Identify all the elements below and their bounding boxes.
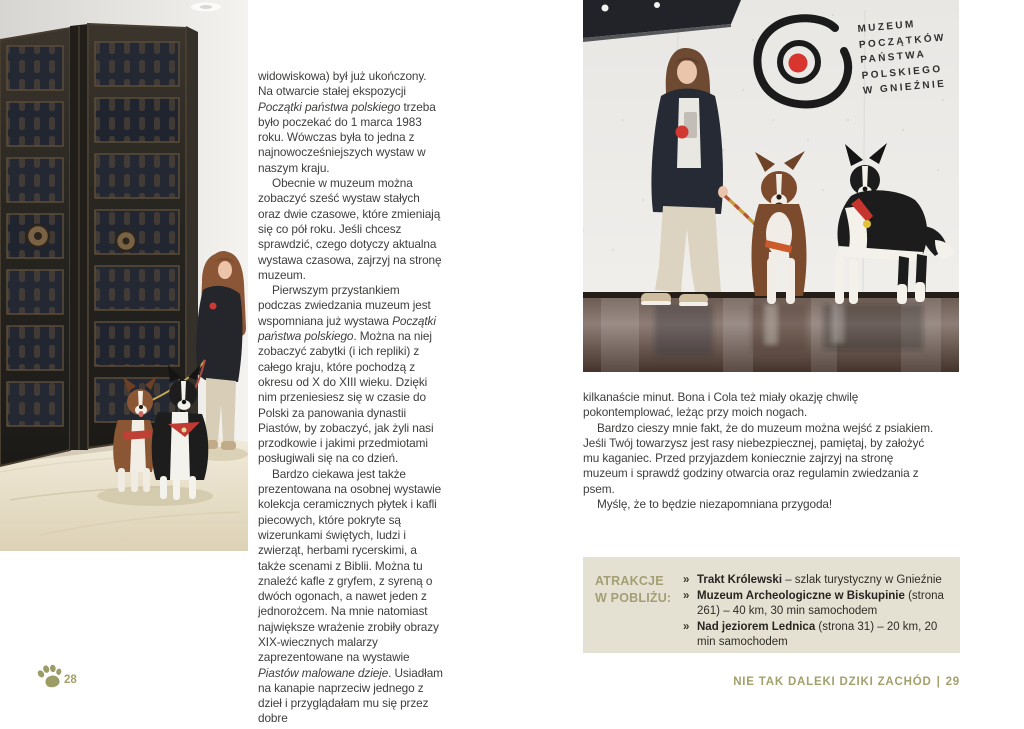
bullet-chevron: » (683, 620, 690, 633)
paragraph: Myślę, że to będzie niezapomniana przygoda! (597, 497, 833, 512)
attraction-text: Nad jeziorem Lednica (strona 31) – 20 km, 20 min samochodem (697, 620, 938, 648)
bullet-chevron: » (683, 589, 690, 602)
gniezno-doors-photo (0, 0, 248, 551)
running-footer-right (583, 676, 960, 688)
attraction-text: Muzeum Archeologiczne w Biskupinie (strona 261) – 40 km, 30 min samochodem (697, 589, 944, 617)
article-column-left-page (258, 69, 444, 727)
floor-reflections (655, 304, 923, 356)
article-column-right-page (583, 390, 935, 512)
logo-wordmark-line: PAŃSTWA (859, 49, 927, 67)
logo-red-dot (789, 54, 808, 73)
chapter-title: NIE TAK DALEKI DZIKI ZACHÓD (733, 676, 932, 688)
bronze-doors (0, 24, 198, 466)
attractions-label-line: W POBLIŻU: (595, 590, 672, 605)
dog-tag (863, 220, 871, 228)
museum-logo-wordmark (857, 12, 959, 100)
paragraph: Bardzo cieszy mnie fakt, że do muzeum można wejść z psiakiem. Jeśli Twój towarzysz jest rasy niebezpiecznej, pamiętaj, by założyć mu kaganiec. Przed przyjazdem koniecznie zajrzyj na stronę muzeum i sprawdź godziny otwarcia oraz regulamin zwiedzania z psem. (583, 420, 934, 496)
logo-wordmark-line: MUZEUM (857, 18, 917, 35)
attraction-item (683, 589, 948, 620)
attractions-label (595, 573, 683, 653)
logo-wordmark-line: POLSKIEGO (861, 63, 943, 82)
logo-wordmark-line: W GNIEŹNIE (862, 78, 947, 98)
page-number-left: 28 (64, 674, 77, 686)
attraction-text: Trakt Królewski – szlak turystyczny w Gnieźnie (697, 574, 942, 586)
attractions-nearby-box (583, 557, 960, 653)
paragraph: Bardzo ciekawa jest także prezentowana na osobnej wystawie kolekcja ceramicznych płytek i kafli piecowych, które pokryte są wizerunkami świętych, ludzi i zwierząt, herbami rycerskimi, a także scenami z Biblii. Można tu znaleźć kafle z gryfem, z syreną o dwóch ogonach, a nawet jeden z jednorożcem. Na mnie natomiast największe wrażenie zrobiły obrazy XIX-wiecznych malarzy zaprezentowane na wystawie Piastów malowane dzieje. Usiadłam na kanapie naprzeciw jednego z dzieł i przyglądałam mu się przez dobre (258, 466, 443, 726)
red-badge (676, 126, 689, 139)
paragraph: Pierwszym przystankiem podczas zwiedzania muzeum jest wspomniana już wystawa Początki państwa polskiego. Można na niej zobaczyć zabytki (i ich repliki) z całego kraju, które pochodzą z okresu od X do XIII wieku. Dzięki nim przeniesiesz się w czasie do Polski za panowania dynastii Piastów, by zobaczyć, jak żyli nasi przodkowie i jakimi przedmiotami posługiwali się na co dzień. (258, 283, 436, 466)
attraction-item (683, 620, 948, 651)
paw-icon (36, 663, 63, 690)
paragraph: Obecnie w muzeum można zobaczyć sześć wystaw stałych oraz dwie czasowe, które zmieniają się co pół roku. Jeśli chcesz sprawdzić, czego dotyczy aktualna wystawa czasowa, zajrzyj na stronę muzeum. (258, 176, 442, 282)
bullet-chevron: » (683, 574, 690, 586)
paragraph: widowiskowa) był już ukończony. Na otwarcie stałej ekspozycji Początki państwa polskiego trzeba było poczekać do 1 marca 1983 roku. Wówczas była to jedna z najnowocześniejszych wystaw w naszym kraju. (258, 69, 436, 175)
page-number-right: 29 (945, 676, 960, 688)
logo-wordmark-line: POCZĄTKÓW (858, 31, 947, 51)
attraction-item (683, 573, 948, 589)
museum-lobby-photo (583, 0, 959, 372)
attractions-label-line: ATRAKCJE (595, 574, 664, 588)
attractions-list (683, 573, 948, 653)
gniezno-doors-illustration (0, 0, 248, 551)
paragraph: kilkanaście minut. Bona i Cola też miały okazję chwilę pokontemplować, leżąc przy moich nogach. (583, 390, 859, 420)
footer-separator: | (936, 676, 941, 688)
